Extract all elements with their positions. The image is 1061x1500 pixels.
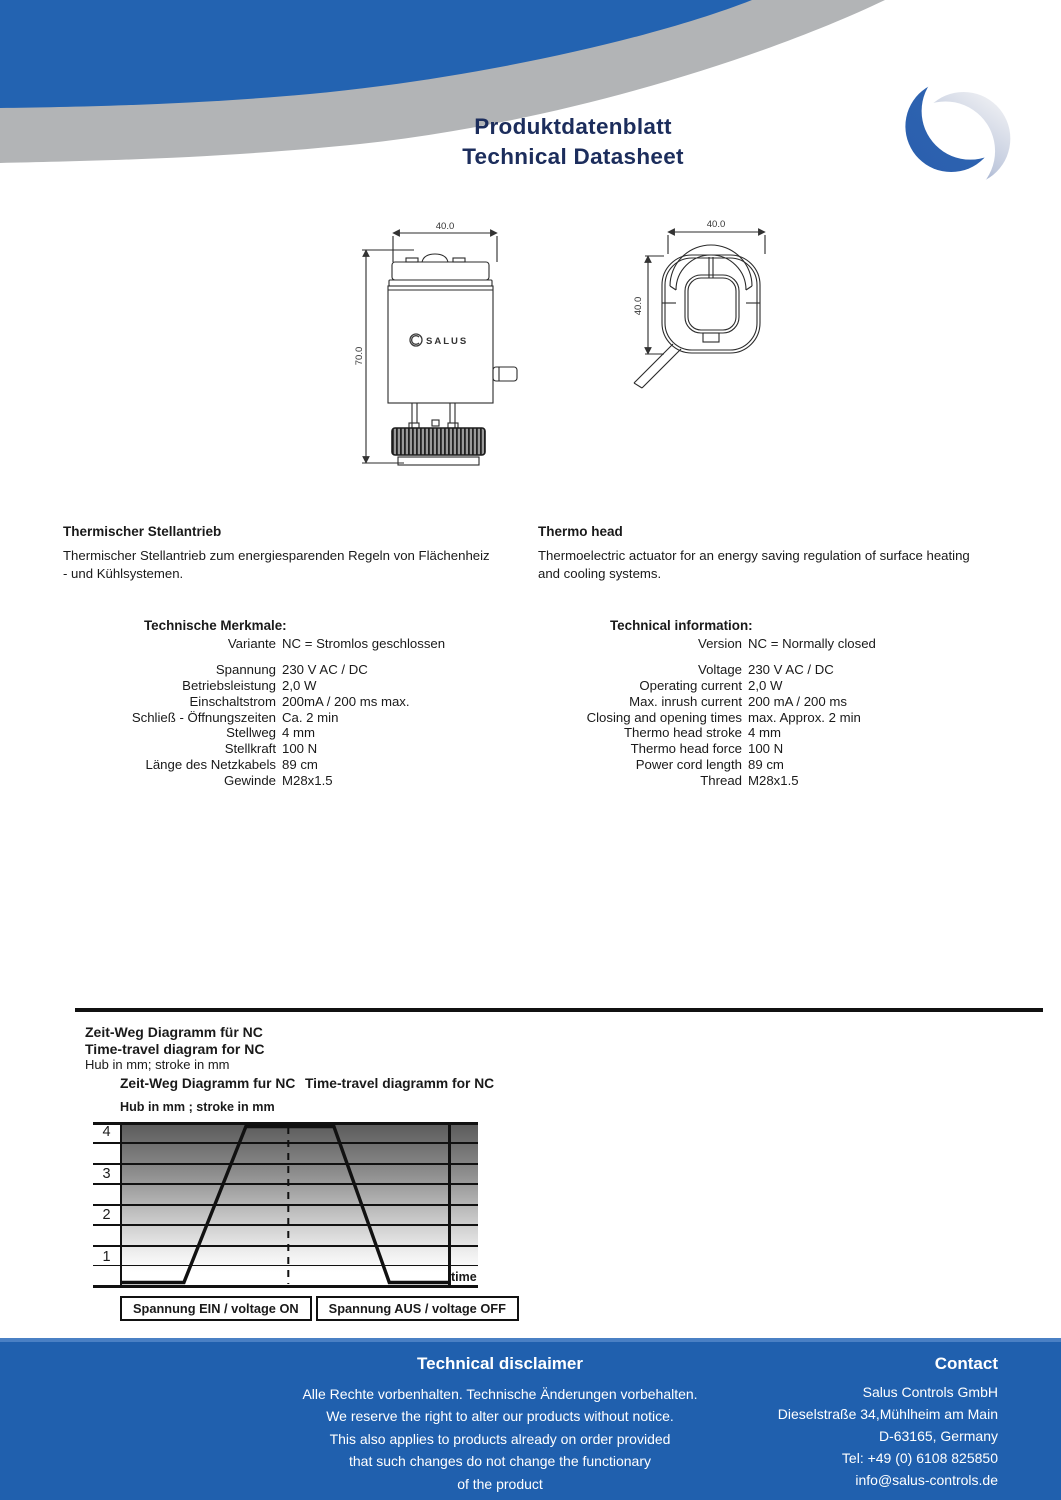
y-axis-divider-line: [120, 1122, 122, 1288]
description-english: [538, 524, 990, 582]
diagram-title-de: Zeit-Weg Diagramm für NC: [85, 1024, 263, 1040]
spec-value: 230 V AC / DC: [748, 662, 834, 678]
page-title-en: Technical Datasheet: [462, 144, 684, 169]
y-tick-cell: [93, 1122, 120, 1164]
spec-label: Thermo head stroke: [623, 725, 742, 741]
spec-value: [748, 652, 993, 663]
spec-value: 89 cm: [282, 757, 318, 773]
spec-english-rows: [528, 636, 993, 789]
gridline: [93, 1265, 478, 1266]
spec-label: Voltage: [698, 662, 742, 678]
gridline: [93, 1245, 478, 1247]
spec-value: M28x1.5: [748, 772, 799, 788]
spec-row: [528, 710, 993, 726]
contact-line: Tel: +49 (0) 6108 825850: [841, 1450, 998, 1466]
chart-axis-note: Hub in mm ; stroke in mm: [120, 1100, 275, 1114]
description-english-body: Thermoelectric actuator for an energy saving regulation of surface heating and cooling systems.: [538, 548, 970, 581]
spec-row: [528, 694, 993, 710]
y-tick-cell: [93, 1247, 120, 1289]
front-logo-text: SALUS: [426, 336, 469, 347]
phase-label-boxes: [120, 1296, 519, 1321]
description-german: [63, 524, 495, 582]
disclaimer-line: that such changes do not change the functionary: [349, 1453, 651, 1470]
spec-label: Gewinde: [223, 772, 276, 788]
spec-value: [282, 652, 517, 663]
disclaimer-line: of the product: [457, 1475, 543, 1492]
logo-lower-crescent: [917, 92, 1010, 185]
spec-row: [528, 678, 993, 694]
disclaimer-line: We reserve the right to alter our products without notice.: [326, 1408, 674, 1425]
gridline: [93, 1204, 478, 1206]
spec-label: Version: [698, 636, 742, 651]
spec-row: [62, 725, 517, 741]
section-divider-rule: [75, 1008, 1043, 1012]
spec-row: [62, 741, 517, 757]
top-height-dim: 40.0: [633, 296, 644, 316]
spec-label: Thermo head force: [630, 741, 742, 757]
spec-label: [528, 652, 748, 663]
spec-row: [528, 636, 993, 652]
salus-logo-icon: [893, 66, 1017, 198]
x-axis-label: time: [451, 1270, 477, 1284]
spec-row: [528, 725, 993, 741]
diagram-note: Hub in mm; stroke in mm: [85, 1057, 230, 1072]
description-german-heading: Thermischer Stellantrieb: [63, 524, 222, 539]
diagram-title-en: Time-travel diagram for NC: [85, 1040, 265, 1057]
spec-label: Betriebsleistung: [182, 678, 276, 694]
salus-mini-logo-icon: [410, 334, 422, 346]
spec-label: Operating current: [639, 678, 742, 694]
phase-label-text: Spannung EIN / voltage ON: [133, 1301, 299, 1316]
spec-value: 100 N: [282, 741, 318, 757]
spec-german-heading: Technische Merkmale:: [144, 618, 287, 633]
contact-line: Dieselstraße 34,Mühlheim am Main: [777, 1406, 998, 1422]
spec-label: Länge des Netzkabels: [145, 757, 276, 773]
disclaimer-line: Alle Rechte vorbenhalten. Technische Änderungen vorbehalten.: [302, 1386, 698, 1402]
gridline: [93, 1183, 478, 1184]
gridline: [93, 1285, 478, 1288]
gridline: [93, 1142, 478, 1143]
page-title-de: Produktdatenblatt: [474, 114, 672, 139]
chart-title-de: Zeit-Weg Diagramm fur NC: [120, 1076, 296, 1091]
diagram-heading-block: [85, 1024, 264, 1074]
spec-row: [62, 694, 517, 710]
spec-row: [528, 741, 993, 757]
description-german-body: Thermischer Stellantrieb zum energiesparenden Regeln von Flächenheiz - und Kühlsystemen.: [63, 548, 490, 581]
contact-line: D-63165, Germany: [878, 1428, 998, 1444]
spec-row: [62, 757, 517, 773]
y-axis-labels: [93, 1122, 120, 1288]
spec-row: [528, 652, 993, 663]
footer: [0, 1338, 1061, 1500]
spec-label: Schließ - Öffnungszeiten: [131, 709, 276, 725]
spec-row: [528, 757, 993, 773]
spec-value: 230 V AC / DC: [282, 662, 368, 678]
disclaimer-line: This also applies to products already on order provided: [329, 1430, 671, 1447]
spec-label: Variante: [227, 636, 276, 651]
gridline: [93, 1163, 478, 1165]
spec-value: 100 N: [748, 741, 784, 757]
contact-line: Salus Controls GmbH: [862, 1384, 998, 1400]
description-english-heading: Thermo head: [538, 524, 623, 539]
time-travel-chart: [93, 1122, 478, 1288]
spec-row: [62, 773, 517, 789]
gridline: [93, 1224, 478, 1225]
contact-lines: [658, 1381, 998, 1491]
chart-title-en: Time-travel diagramm for NC: [305, 1076, 495, 1091]
spec-value: NC = Normally closed: [748, 636, 876, 651]
spec-label: Stellweg: [226, 725, 276, 741]
spec-value: NC = Stromlos geschlossen: [282, 636, 446, 651]
spec-value: 200mA / 200 ms max.: [282, 693, 410, 709]
spec-value: 4 mm: [748, 725, 781, 741]
spec-english-heading: Technical information:: [610, 618, 753, 633]
front-view-drawing: [352, 218, 587, 470]
spec-row: [62, 678, 517, 694]
contact-line: info@salus-controls.de: [855, 1472, 998, 1488]
front-width-dim: 40.0: [435, 221, 455, 232]
y-tick-label: 4: [102, 1124, 111, 1140]
spec-value: Ca. 2 min: [282, 709, 339, 725]
spec-row: [62, 636, 517, 652]
spec-label: Thread: [700, 772, 742, 788]
phase-label-box: [316, 1296, 519, 1321]
spec-german-rows: [62, 636, 517, 789]
y-tick-label: 3: [102, 1165, 111, 1182]
spec-label: Stellkraft: [224, 741, 276, 757]
y-tick-label: 2: [102, 1207, 111, 1223]
spec-row: [62, 710, 517, 726]
disclaimer-heading: Technical disclaimer: [417, 1354, 583, 1373]
spec-value: max. Approx. 2 min: [748, 709, 861, 725]
top-view-drawing: [618, 218, 823, 403]
spec-label: Closing and opening times: [586, 709, 742, 725]
spec-row: [62, 652, 517, 663]
spec-value: 2,0 W: [282, 678, 317, 694]
spec-label: Max. inrush current: [629, 693, 742, 709]
page-title: [323, 112, 823, 172]
spec-label: [62, 652, 282, 663]
y-tick-cell: [93, 1205, 120, 1247]
contact-heading: Contact: [934, 1354, 998, 1373]
spec-row: [62, 662, 517, 678]
gridline: [93, 1122, 478, 1125]
plot-end-line: [448, 1122, 451, 1288]
y-tick-cell: [93, 1164, 120, 1206]
spec-label: Power cord length: [635, 757, 742, 773]
spec-value: 200 mA / 200 ms: [748, 693, 847, 709]
spec-label: Einschaltstrom: [189, 693, 276, 709]
footer-contact: [658, 1354, 998, 1491]
spec-table-german: [62, 618, 517, 789]
top-width-dim: 40.0: [706, 219, 726, 230]
phase-label-text: Spannung AUS / voltage OFF: [328, 1301, 506, 1316]
spec-value: 2,0 W: [748, 678, 783, 694]
spec-value: 4 mm: [282, 725, 315, 741]
spec-label: Spannung: [215, 662, 276, 678]
y-tick-label: 1: [102, 1248, 111, 1265]
spec-value: M28x1.5: [282, 772, 333, 788]
spec-row: [528, 773, 993, 789]
spec-row: [528, 662, 993, 678]
spec-value: 89 cm: [748, 757, 784, 773]
phase-label-box: [120, 1296, 312, 1321]
front-height-dim: 70.0: [354, 346, 365, 366]
spec-table-english: [528, 618, 993, 789]
